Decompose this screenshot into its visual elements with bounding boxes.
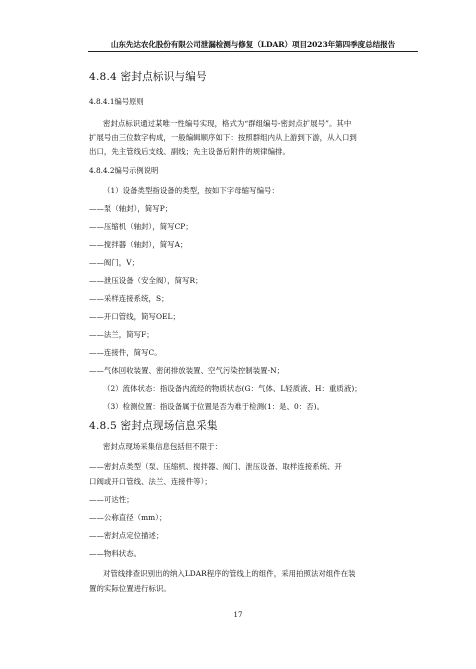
paragraph-line: （2）流体状态：指设备内流经的物质状态(G：气体、L轻质液、H：重质液)；: [103, 384, 362, 393]
list-item: ——泄压设备（安全阀），简写R；: [89, 276, 203, 285]
paragraph-line: 对管线排查识别出的纳入LDAR程序的管线上的组件，采用拍照法对组件在装: [103, 569, 356, 578]
header-rule: [88, 51, 418, 52]
list-item: ——搅拌器（轴封），简写A；: [89, 240, 188, 249]
page-number: 17: [233, 611, 243, 619]
heading-4-8-4-1: 4.8.4.1编号原则: [89, 97, 144, 106]
heading-4-8-5: 4.8.5 密封点现场信息采集: [89, 420, 218, 432]
list-item: ——法兰，简写F；: [89, 330, 154, 339]
paragraph-line: 置的实际位置进行标识。: [89, 584, 171, 593]
paragraph-line: 密封点现场采集信息包括但不限于：: [103, 442, 223, 451]
paragraph-line: 扩展号由三位数字构成，一般编辑顺序如下：按照群组内从上游到下游，从入口到: [89, 133, 357, 142]
list-item: ——可达性；: [89, 495, 134, 504]
list-item: ——公称直径（mm）；: [89, 513, 167, 522]
running-header: 山东先达农化股份有限公司泄漏检测与修复（LDAR）项目2023年第四季度总结报告: [110, 40, 396, 49]
list-item: ——泵（轴封），简写P；: [89, 204, 173, 213]
list-item: ——密封点定位描述；: [89, 531, 164, 540]
heading-4-8-4: 4.8.4 密封点标识与编号: [89, 71, 207, 83]
list-item: ——采样连接系统，S；: [89, 294, 169, 303]
list-item: ——密封点类型（泵、压缩机、搅拌器、阀门、泄压设备、取样连接系统、开: [89, 462, 342, 471]
list-item: ——阀门，V；: [89, 258, 140, 267]
list-item: ——气体回收装置、密闭排放装置、空气污染控制装置-N；: [89, 366, 285, 375]
paragraph-line: 密封点标识通过某唯一性编号实现，格式为“群组编号-密封点扩展号”。其中: [103, 119, 352, 128]
list-item-continuation: 口阀或开口管线、法兰、连接件等）；: [89, 477, 212, 486]
list-item: ——物料状态。: [89, 549, 142, 558]
heading-4-8-4-2: 4.8.4.2编号示例说明: [89, 166, 159, 175]
list-item: ——压缩机（轴封），简写CP；: [89, 222, 193, 231]
list-item: ——开口管线，简写OEL；: [89, 312, 180, 321]
list-item: ——连接件，简写C。: [89, 348, 162, 357]
paragraph-line: （1）设备类型指设备的类型，按如下字母缩写编号：: [103, 186, 279, 195]
paragraph-line: （3）检测位置：指设备属于位置是否为难于检测(1：是、0：否)。: [103, 402, 325, 411]
paragraph-line: 出口，先主管线后支线、副线；先主设备后附件的规律编排。: [89, 147, 290, 156]
